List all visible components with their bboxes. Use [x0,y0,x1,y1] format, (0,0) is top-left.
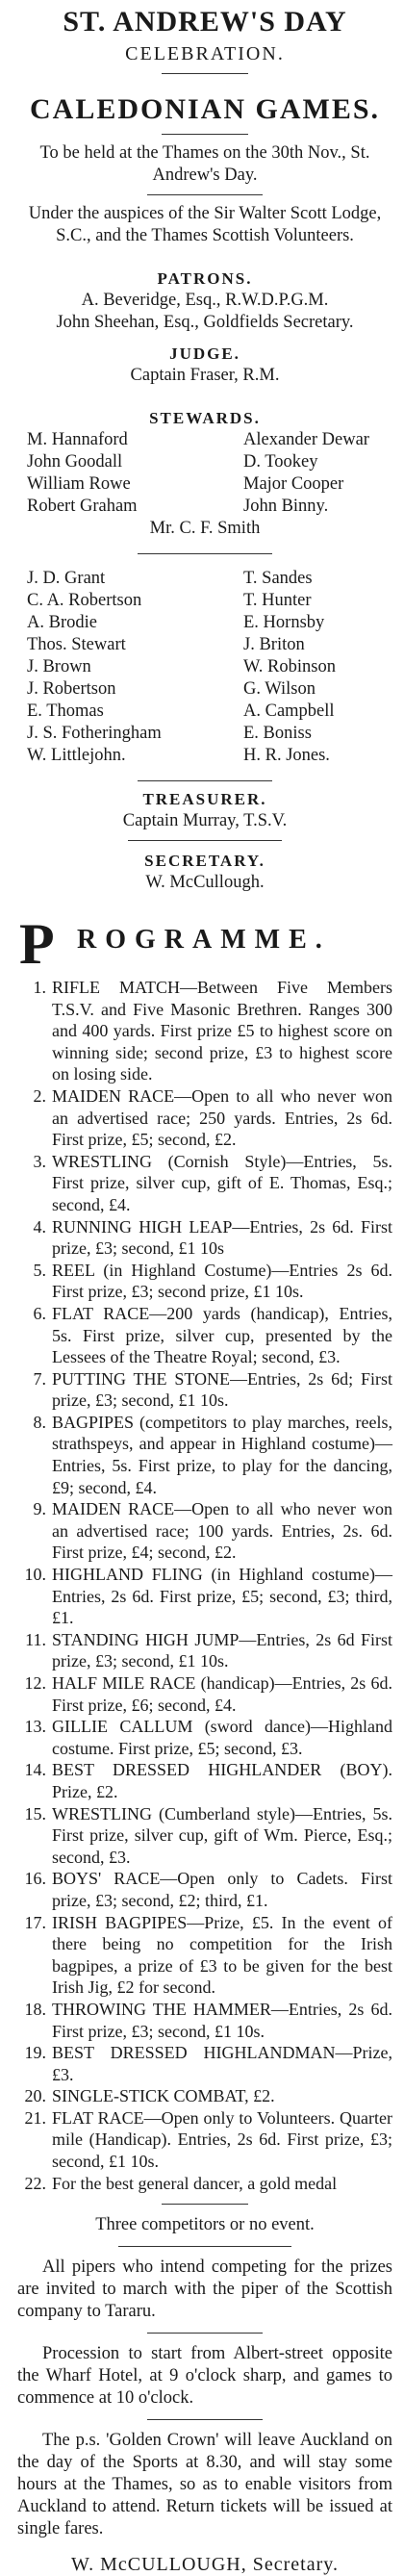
list-item [17,1303,392,1368]
list-item [17,1498,392,1564]
programme-word: ROGRAMME. [77,925,331,955]
list-item [17,2042,392,2085]
divider [138,553,272,554]
programme-heading [17,913,392,975]
steward-name: A. Brodie [27,613,97,632]
steward-name: W. Robinson [243,657,336,676]
item-text: WRESTLING (Cornish Style)—Entries, 5s. First prize, silver cup, gift of E. Thomas, Esq.; second, £4. [52,1151,392,1214]
divider [118,2246,291,2247]
steward-row [17,429,392,451]
list-item [17,1151,392,1216]
intro-text: To be held at the Thames on the 30th Nov., St. Andrew's Day. [39,143,370,185]
item-number: 8. [33,1412,46,1432]
item-number: 22. [24,2173,46,2193]
steward-name: T. Sandes [243,569,313,588]
item-number: 16. [24,1869,46,1889]
item-number: 14. [24,1760,46,1780]
item-number: 21. [24,2107,46,2128]
item-number: 6. [33,1303,46,1323]
item-number: 19. [24,2043,46,2063]
steward-row [17,656,392,678]
steward-name: John Goodall [27,452,123,472]
steward-name: Robert Graham [27,497,138,516]
pipers-notice: All pipers who intend competing for the prizes are invited to march with the piper of the Scottish company to Tararu. [17,2257,392,2322]
stewards-list [17,429,392,540]
list-item [17,1564,392,1629]
item-number: 13. [24,1717,46,1737]
list-item [17,2107,392,2173]
signature: W. McCULLOUGH, Secretary. [71,2554,339,2576]
steward-row [17,612,392,634]
steward-name: Alexander Dewar [243,430,369,449]
secretary-name: W. McCullough. [145,873,265,892]
steward-row [17,634,392,656]
item-number: 9. [33,1499,46,1519]
procession-notice: Procession to start from Albert-street opposite the Wharf Hotel, at 9 o'clock sharp, and games to commence at 10 o'clock. [17,2344,392,2409]
item-text: MAIDEN RACE—Open to all who never won an advertised race; 100 yards. Entries, 2s. 6d. First prize, £4; second, £2. [52,1499,392,1563]
treasurer-heading: TREASURER. [142,790,267,808]
steward-row [17,473,392,496]
list-item [17,1085,392,1151]
divider [162,73,248,74]
steward-row [17,496,392,518]
item-number: 4. [33,1216,46,1237]
stewards-list-2 [17,568,392,767]
steward-name: John Binny. [243,497,329,516]
steward-row [17,590,392,612]
steward-name: E. Hornsby [243,613,325,632]
item-text: SINGLE-STICK COMBAT, £2. [52,2086,275,2106]
item-number: 17. [24,1912,46,1932]
headline-title: ST. ANDREW'S DAY [63,6,347,38]
steamer-notice: The p.s. 'Golden Crown' will leave Auckland on the day of the Sports at 8.30, and will stay some hours at the Thames, so as to enable visitors from Auckland to attend. Return tickets will be issued at single fares. [17,2431,392,2539]
steward-name: M. Hannaford [27,430,128,449]
list-item [17,1868,392,1911]
steward-name: J. S. Fotheringham [27,724,162,743]
item-text: BOYS' RACE—Open only to Cadets. First prize, £3; second, £2; third, £1. [52,1869,392,1910]
item-text: RIFLE MATCH—Between Five Members T.S.V. and Five Masonic Brethren. Ranges 300 and 400 yards. First prize £5 to highest score on winning side; second prize, £3 to highest score on losing side. [52,978,392,1084]
patrons-heading: PATRONS. [157,269,253,288]
steward-name: J. Robertson [27,679,116,699]
divider [162,2204,248,2205]
list-item [17,2173,392,2195]
list-item [17,1368,392,1412]
item-number: 10. [24,1565,46,1585]
item-number: 7. [33,1368,46,1389]
item-text: PUTTING THE STONE—Entries, 2s 6d; First prize, £3; second, £1 10s. [52,1368,392,1411]
item-text: BEST DRESSED HIGHLANDMAN—Prize, £3. [52,2043,392,2084]
divider [162,134,248,135]
list-item [17,1803,392,1869]
stewards-heading: STEWARDS. [149,409,261,427]
item-number: 1. [33,978,46,997]
item-number: 3. [33,1151,46,1171]
item-text: STANDING HIGH JUMP—Entries, 2s 6d First prize, £3; second, £1 10s. [52,1629,392,1671]
list-item [17,1412,392,1498]
item-text: BEST DRESSED HIGHLANDER (BOY). Prize, £2. [52,1760,392,1801]
programme-dropcap: P [19,912,55,976]
steward-name: J. Brown [27,657,91,676]
list-item [17,1999,392,2042]
item-number: 12. [24,1673,46,1693]
steward-row [17,451,392,473]
item-text: WRESTLING (Cumberland style)—Entries, 5s. First prize, silver cup, gift of Wm. Pierce, Esq.; second, £3. [52,1803,392,1867]
steward-row [17,745,392,767]
steward-name: W. Littlejohn. [27,746,126,765]
secretary-heading: SECRETARY. [144,852,265,870]
list-item [17,1216,392,1260]
item-text: RUNNING HIGH LEAP—Entries, 2s 6d. First prize, £3; second, £1 10s [52,1216,392,1259]
list-item [17,1759,392,1802]
list-item [17,1912,392,1999]
item-text: REEL (in Highland Costume)—Entries 2s 6d. First prize, £3; second prize, £1 10s. [52,1260,392,1302]
steward-name: William Rowe [27,474,131,494]
list-item [17,1629,392,1672]
steward-name: G. Wilson [243,679,316,699]
competitors-note: Three competitors or no event. [95,2215,315,2235]
item-number: 5. [33,1260,46,1280]
divider [128,840,282,841]
item-text: MAIDEN RACE—Open to all who never won an advertised race; 250 yards. Entries, 2s 6d. First prize, £5; second, £2. [52,1085,392,1150]
steward-name: T. Hunter [243,591,312,610]
list-item [17,977,392,1085]
item-text: For the best general dancer, a gold medal [52,2173,338,2193]
item-number: 11. [25,1629,46,1649]
steward-row [17,568,392,590]
list-item [17,2085,392,2107]
item-text: FLAT RACE—Open only to Volunteers. Quarter mile (Handicap). Entries, 2s 6d. First prize, £3; second, £1 10s. [52,2107,392,2172]
item-text: GILLIE CALLUM (sword dance)—Highland costume. First prize, £5; second, £3. [52,1717,392,1758]
item-text: HALF MILE RACE (handicap)—Entries, 2s 6d. First prize, £6; second, £4. [52,1673,392,1715]
item-text: FLAT RACE—200 yards (handicap), Entries, 5s. First prize, silver cup, presented by the Lessees of the Theatre Royal; second, £3. [52,1303,392,1367]
judge-heading: JUDGE. [169,344,240,363]
item-number: 20. [24,2086,46,2106]
item-text: THROWING THE HAMMER—Entries, 2s 6d. First prize, £3; second, £1 10s. [52,1999,392,2041]
steward-row [17,723,392,745]
steward-name: Thos. Stewart [27,635,126,654]
steward-name: E. Boniss [243,724,312,743]
steward-extra: Mr. C. F. Smith [149,519,261,538]
steward-name: Major Cooper [243,474,344,494]
judge-name: Captain Fraser, R.M. [130,366,280,385]
item-text: BAGPIPES (competitors to play marches, reels, strathspeys, and appear in Highland costume)—Entries, 5s. First prize, to play for the dancing, £9; second, £4. [52,1412,392,1497]
programme-list [17,977,392,2194]
patron-line: A. Beveridge, Esq., R.W.D.P.G.M. [81,291,329,310]
divider [147,194,263,195]
advertisement-page [0,6,404,2576]
steward-name: D. Tookey [243,452,318,472]
list-item [17,1716,392,1759]
divider [147,2333,263,2334]
treasurer-name: Captain Murray, T.S.V. [122,811,288,830]
steward-row [17,678,392,701]
list-item [17,1260,392,1303]
steward-name: A. Campbell [243,701,335,721]
item-number: 18. [24,1999,46,2019]
games-title: CALEDONIAN GAMES. [29,93,381,125]
steward-name: C. A. Robertson [27,591,142,610]
steward-name: J. Briton [243,635,305,654]
steward-name: H. R. Jones. [243,746,330,765]
divider [138,780,272,781]
steward-name: J. D. Grant [27,569,106,588]
patron-line: John Sheehan, Esq., Goldfields Secretary. [56,313,354,332]
steward-name: E. Thomas [27,701,104,721]
divider [147,2419,263,2420]
item-number: 15. [24,1803,46,1824]
steward-row [17,701,392,723]
auspices-text: Under the auspices of the Sir Walter Scott Lodge, S.C., and the Thames Scottish Volunteers. [28,204,382,245]
item-text: IRISH BAGPIPES—Prize, £5. In the event of there being no competition for the Irish bagpipes, a prize of £3 to be given for the best Irish Jig, £2 for second. [52,1912,392,1998]
headline-subtitle: CELEBRATION. [125,43,285,64]
list-item [17,1672,392,1716]
item-text: HIGHLAND FLING (in Highland costume)—Entries, 2s 6d. First prize, £5; second, £3; third, £1. [52,1565,392,1628]
item-number: 2. [33,1085,46,1106]
